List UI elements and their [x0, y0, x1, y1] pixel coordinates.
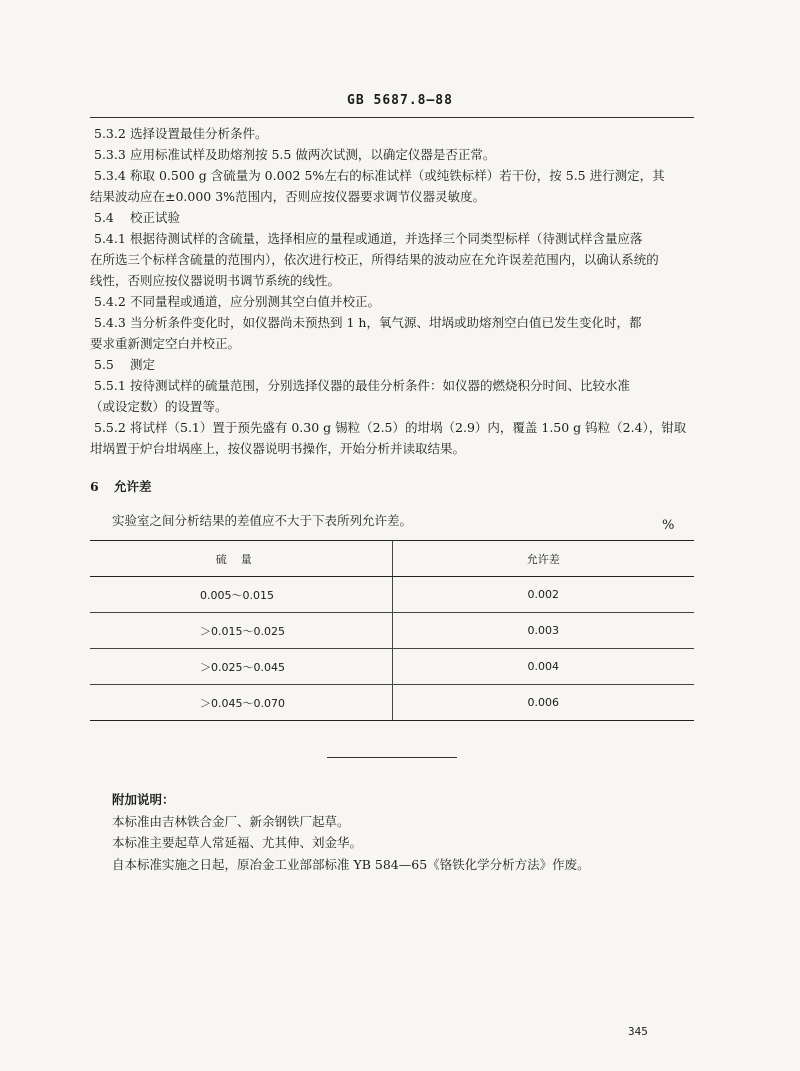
clause-text: 根据待测试样的含硫量，选择相应的量程或通道，并选择三个同类型标样（待测试样含量应落	[130, 231, 643, 246]
section-title: 允许差	[114, 479, 152, 494]
clause-continuation: 结果波动应在±0.000 3%范围内，否则应按仪器要求调节仪器灵敏度。	[90, 189, 486, 204]
sulfur-range-cell: 0.005～0.015	[90, 577, 392, 613]
table-unit: %	[662, 518, 675, 533]
sulfur-range-cell: ＞0.015～0.025	[90, 613, 392, 649]
clause-number: 5.5	[94, 357, 114, 372]
additional-notes	[112, 789, 692, 875]
clause-5-4	[90, 207, 694, 228]
clause-number: 5.5.1	[94, 378, 126, 393]
clause-text: 当分析条件变化时，如仪器尚未预热到 1 h，氧气源、坩埚或助熔剂空白值已发生变化时，都	[130, 315, 642, 330]
clause-number: 5.4.3	[94, 315, 126, 330]
header-rule	[90, 117, 694, 118]
tolerance-cell: 0.004	[392, 649, 694, 685]
table-row	[90, 613, 694, 649]
section-number: 6	[90, 479, 99, 494]
clause-number: 5.4	[94, 210, 114, 225]
column-header-tolerance: 允许差	[392, 541, 694, 577]
notes-line: 本标准由吉林铁合金厂、新余钢铁厂起草。	[112, 813, 350, 829]
clause-number: 5.4.2	[94, 294, 126, 309]
clause-5-4-1	[90, 228, 694, 249]
sulfur-range-cell: ＞0.025～0.045	[90, 649, 392, 685]
clause-5-5-2	[90, 417, 694, 438]
standard-header: GB 5687.8—88	[347, 93, 453, 108]
clause-number: 5.3.4	[94, 168, 126, 183]
section-6-intro: 实验室之间分析结果的差值应不大于下表所列允许差。	[112, 512, 413, 528]
clause-number: 5.3.2	[94, 126, 126, 141]
clause-5-3-4	[90, 165, 694, 186]
clause-text: 按待测试样的硫量范围，分别选择仪器的最佳分析条件：如仪器的燃烧积分时间、比较水准	[130, 378, 631, 393]
clause-text: 不同量程或通道，应分别测其空白值并校正。	[130, 294, 381, 309]
clause-5-4-3	[90, 312, 694, 333]
tolerance-cell: 0.003	[392, 613, 694, 649]
clause-continuation: 要求重新测定空白并校正。	[90, 336, 241, 351]
notes-line: 本标准主要起草人常延福、尤其伸、刘金华。	[112, 835, 363, 850]
clause-text: 应用标准试样及助熔剂按 5.5 做两次试测，以确定仪器是否正常。	[130, 147, 496, 162]
tolerance-table	[90, 540, 694, 721]
clause-text: 测定	[130, 357, 156, 372]
clause-5-5-1	[90, 375, 694, 396]
clause-continuation: （或设定数）的设置等。	[90, 399, 228, 414]
table-row	[90, 685, 694, 721]
tolerance-cell: 0.006	[392, 685, 694, 721]
clause-text: 将试样（5.1）置于预先盛有 0.30 g 锡粒（2.5）的坩埚（2.9）内，覆盖 1.50 g 钨粒（2.4），钳取	[130, 420, 687, 435]
end-divider	[327, 757, 457, 758]
column-header-sulfur: 硫量	[90, 541, 392, 577]
tolerance-cell: 0.002	[392, 577, 694, 613]
section-6-heading	[90, 476, 694, 497]
clause-5-5	[90, 354, 694, 375]
clause-text: 校正试验	[130, 210, 181, 225]
clause-text: 选择设置最佳分析条件。	[130, 126, 268, 141]
table-row	[90, 577, 694, 613]
clause-continuation: 在所选三个标样含硫量的范围内），依次进行校正，所得结果的波动应在允许误差范围内，以确认系统的	[90, 252, 659, 267]
clauses-body	[90, 123, 694, 531]
clause-continuation: 坩埚置于炉台坩埚座上，按仪器说明书操作，开始分析并读取结果。	[90, 441, 466, 456]
clause-5-3-3	[90, 144, 694, 165]
clause-5-3-2	[90, 123, 694, 144]
notes-line: 自本标准实施之日起，原冶金工业部部标准 YB 584—65《铬铁化学分析方法》作废。	[112, 856, 590, 872]
notes-title: 附加说明：	[112, 792, 175, 807]
clause-number: 5.4.1	[94, 231, 126, 246]
clause-text: 称取 0.500 g 含硫量为 0.002 5%左右的标准试样（或纯铁标样）若干份，按 5.5 进行测定，其	[130, 168, 665, 183]
clause-continuation: 线性，否则应按仪器说明书调节系统的线性。	[90, 273, 341, 288]
clause-5-4-2	[90, 291, 694, 312]
sulfur-range-cell: ＞0.045～0.070	[90, 685, 392, 721]
clause-number: 5.5.2	[94, 420, 126, 435]
page-number: 345	[628, 1025, 648, 1038]
clause-number: 5.3.3	[94, 147, 126, 162]
table-row	[90, 649, 694, 685]
table-header-row	[90, 541, 694, 577]
